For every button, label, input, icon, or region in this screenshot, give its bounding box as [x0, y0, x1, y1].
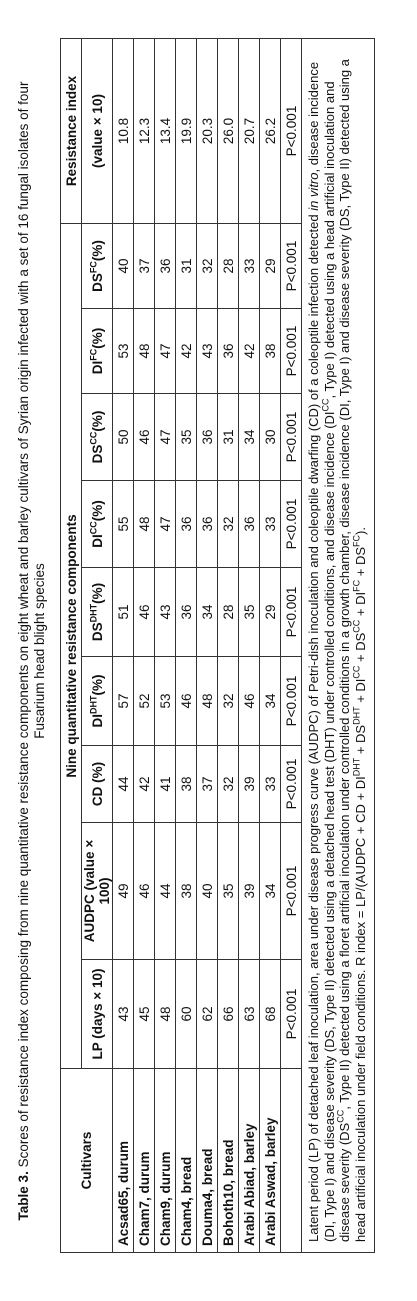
component-value-cell: 34 [197, 568, 218, 657]
col-header-audpc: AUDPC (value × 100) [82, 823, 113, 960]
header-components-group: Nine quantitative resistance components [61, 224, 82, 1069]
component-value-cell: 37 [134, 224, 155, 309]
component-value-cell: 46 [134, 568, 155, 657]
component-value-cell: 57 [113, 657, 134, 746]
header-row-1 [61, 39, 82, 1253]
pvalue-cell: P<0.001 [281, 823, 302, 960]
component-value-cell: 48 [134, 481, 155, 568]
component-value-cell: 33 [260, 481, 281, 568]
table-row [260, 39, 281, 1253]
component-value-cell: 36 [197, 481, 218, 568]
col-header-di-cc: $DI^{CC}(\%)$ [82, 481, 113, 568]
pvalue-cell: P<0.001 [281, 224, 302, 309]
component-value-cell: 50 [113, 394, 134, 481]
pvalue-cell: P<0.001 [281, 960, 302, 1069]
resistance-index-cell: 13.4 [155, 39, 176, 224]
table-row [113, 39, 134, 1253]
component-value-cell: 46 [134, 823, 155, 960]
component-value-cell: 48 [155, 960, 176, 1069]
component-value-cell: 35 [239, 568, 260, 657]
col-header-ds-fc: $DS^{FC}(\%)$ [82, 224, 113, 309]
pvalue-cell: P<0.001 [281, 394, 302, 481]
component-value-cell: 40 [197, 823, 218, 960]
component-value-cell: 35 [218, 823, 239, 960]
component-value-cell: 48 [134, 309, 155, 394]
header-resistance-index-unit: (value × 10) [82, 39, 113, 224]
component-value-cell: 35 [176, 394, 197, 481]
resistance-index-cell: 26.2 [260, 39, 281, 224]
component-value-cell: 39 [239, 823, 260, 960]
component-value-cell: 43 [197, 309, 218, 394]
resistance-index-cell: 26.0 [218, 39, 239, 224]
col-header-lp: LP (days × 10) [82, 960, 113, 1069]
cultivar-name: Cham4, bread [176, 1069, 197, 1253]
table-footnote: Latent period (LP) of detached leaf inoculation, area under disease progress curve (AUDPC) of Petri-dish inoculation and coleoptile dwarfing (CD) of a coleoptile infection detected in vitro, disease incidence (DI, Type I) and disease severity (DS, Type II) detected using a detached head test (DHT) under controlled conditions, and disease incidence ($DI^{CC}$, Type I) detected using a head artificial inoculation and disease severity ($DS^{CC}$, Type II) detected using a floret artificial inoculation under controlled conditions in a growth chamber, disease incidence (DI, Type I) and disease severity (DS, Type II) detected using a head artificial inoculation under field conditions. R index = LP/(AUDPC + CD + $DI^{DHT} + DS^{DHT} + DI^{CC} + DS^{CC} + DI^{FC} + DS^{FC}$). [302, 39, 375, 1253]
component-value-cell: 47 [155, 309, 176, 394]
component-value-cell: 36 [218, 309, 239, 394]
footnote-row [302, 39, 375, 1253]
component-value-cell: 62 [197, 960, 218, 1069]
table-row [134, 39, 155, 1253]
component-value-cell: 40 [113, 224, 134, 309]
pvalue-cell: P<0.001 [281, 746, 302, 823]
component-value-cell: 28 [218, 568, 239, 657]
component-value-cell: 46 [239, 657, 260, 746]
header-cultivars: Cultivars [61, 1069, 113, 1253]
pvalue-cell: P<0.001 [281, 568, 302, 657]
component-value-cell: 52 [134, 657, 155, 746]
component-value-cell: 53 [155, 657, 176, 746]
component-value-cell: 29 [260, 568, 281, 657]
component-value-cell: 53 [113, 309, 134, 394]
col-header-di-dht: $DI^{DHT}(\%)$ [82, 657, 113, 746]
component-value-cell: 28 [218, 224, 239, 309]
component-value-cell: 42 [134, 746, 155, 823]
component-value-cell: 60 [176, 960, 197, 1069]
component-value-cell: 31 [218, 394, 239, 481]
component-value-cell: 36 [197, 394, 218, 481]
component-value-cell: 34 [260, 823, 281, 960]
component-value-cell: 47 [155, 481, 176, 568]
component-value-cell: 68 [260, 960, 281, 1069]
cultivar-name: Arabi Abiad, barley [239, 1069, 260, 1253]
component-value-cell: 66 [218, 960, 239, 1069]
component-value-cell: 43 [113, 960, 134, 1069]
component-value-cell: 46 [134, 394, 155, 481]
component-value-cell: 46 [176, 657, 197, 746]
component-value-cell: 33 [260, 746, 281, 823]
cultivar-name: Cham7, durum [134, 1069, 155, 1253]
resistance-table [60, 38, 375, 1253]
table-row [176, 39, 197, 1253]
component-value-cell: 37 [197, 746, 218, 823]
cultivar-name: Cham9, durum [155, 1069, 176, 1253]
component-value-cell: 47 [155, 394, 176, 481]
cultivar-name: Bohoth10, bread [218, 1069, 239, 1253]
pvalue-cell: P<0.001 [281, 309, 302, 394]
component-value-cell: 38 [260, 309, 281, 394]
component-value-cell: 31 [176, 224, 197, 309]
cultivar-name: Acsad65, durum [113, 1069, 134, 1253]
component-value-cell: 43 [155, 568, 176, 657]
component-value-cell: 42 [176, 309, 197, 394]
component-value-cell: 36 [155, 224, 176, 309]
component-value-cell: 44 [155, 823, 176, 960]
component-value-cell: 38 [176, 823, 197, 960]
table-row [155, 39, 176, 1253]
component-value-cell: 51 [113, 568, 134, 657]
pvalue-cell: P<0.001 [281, 657, 302, 746]
cultivar-name: Douma4, bread [197, 1069, 218, 1253]
component-value-cell: 36 [239, 481, 260, 568]
cultivar-name: Arabi Aswad, barley [260, 1069, 281, 1253]
col-header-cd: CD (%) [82, 746, 113, 823]
component-value-cell: 29 [260, 224, 281, 309]
table-row [218, 39, 239, 1253]
component-value-cell: 34 [239, 394, 260, 481]
component-value-cell: 45 [134, 960, 155, 1069]
component-value-cell: 44 [113, 746, 134, 823]
caption-label: Table 3. [16, 1171, 31, 1221]
component-value-cell: 36 [176, 568, 197, 657]
resistance-index-cell: 12.3 [134, 39, 155, 224]
component-value-cell: 30 [260, 394, 281, 481]
component-value-cell: 36 [176, 481, 197, 568]
pvalue-row [281, 39, 302, 1253]
col-header-di-fc: $DI^{FC}(\%)$ [82, 309, 113, 394]
component-value-cell: 41 [155, 746, 176, 823]
component-value-cell: 55 [113, 481, 134, 568]
component-value-cell: 32 [218, 657, 239, 746]
col-header-ds-dht: $DS^{DHT}(\%)$ [82, 568, 113, 657]
component-value-cell: 38 [176, 746, 197, 823]
component-value-cell: 49 [113, 823, 134, 960]
header-resistance-index: Resistance index [61, 39, 82, 224]
component-value-cell: 33 [239, 224, 260, 309]
component-value-cell: 42 [239, 309, 260, 394]
pvalue-cell: P<0.001 [281, 481, 302, 568]
component-value-cell: 63 [239, 960, 260, 1069]
table-row [197, 39, 218, 1253]
pvalue-row-label [281, 1069, 302, 1253]
component-value-cell: 32 [218, 481, 239, 568]
resistance-index-cell: 20.7 [239, 39, 260, 224]
resistance-index-cell: 19.9 [176, 39, 197, 224]
resistance-index-cell: 10.8 [113, 39, 134, 224]
pvalue-cell: P<0.001 [281, 39, 302, 224]
table-row [239, 39, 260, 1253]
caption-text: Scores of resistance index composing from nine quantitative resistance components on eight wheat and barley cultivars of Syrian origin infected with a set of 16 fungal isolates of four Fusarium head blight species [16, 81, 47, 1168]
component-value-cell: 32 [218, 746, 239, 823]
component-value-cell: 39 [239, 746, 260, 823]
component-value-cell: 32 [197, 224, 218, 309]
component-value-cell: 48 [197, 657, 218, 746]
col-header-ds-cc: $DS^{CC}(\%)$ [82, 394, 113, 481]
table-body [113, 39, 302, 1253]
resistance-index-cell: 20.3 [197, 39, 218, 224]
component-value-cell: 34 [260, 657, 281, 746]
table-caption [16, 71, 48, 1231]
